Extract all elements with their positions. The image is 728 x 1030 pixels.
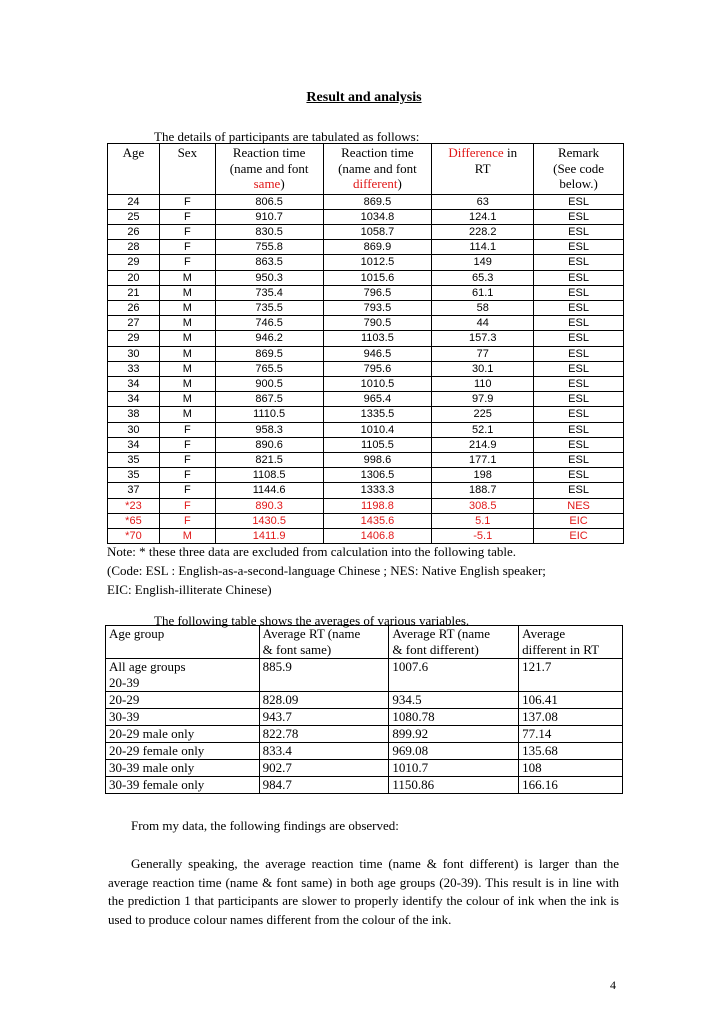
table-cell: 308.5 xyxy=(432,498,534,513)
table-cell: EIC xyxy=(534,513,624,528)
table-row xyxy=(106,743,623,760)
table-cell: 166.16 xyxy=(519,777,623,794)
table-row xyxy=(108,240,624,255)
table2-intro: The following table shows the averages of various variables. xyxy=(154,613,470,628)
table-cell: 796.5 xyxy=(323,285,432,300)
table-cell: 943.7 xyxy=(259,709,389,726)
table-cell: 1144.6 xyxy=(215,483,323,498)
table-cell: F xyxy=(159,513,215,528)
table-cell: M xyxy=(159,376,215,391)
table-cell: 149 xyxy=(432,255,534,270)
table-cell: 121.7 xyxy=(519,659,623,692)
table-cell: 29 xyxy=(108,255,160,270)
table-cell: 984.7 xyxy=(259,777,389,794)
table-cell: 746.5 xyxy=(215,316,323,331)
table-cell: 124.1 xyxy=(432,209,534,224)
table-cell: F xyxy=(159,194,215,209)
table-cell: 1034.8 xyxy=(323,209,432,224)
page-number: 4 xyxy=(610,978,616,992)
table-row xyxy=(106,726,623,743)
table-cell: 869.5 xyxy=(323,194,432,209)
table-cell: M xyxy=(159,331,215,346)
table-row xyxy=(106,692,623,709)
table-cell: ESL xyxy=(534,346,624,361)
table-cell: 946.5 xyxy=(323,346,432,361)
table-cell: 21 xyxy=(108,285,160,300)
table-cell: M xyxy=(159,270,215,285)
table-cell: F xyxy=(159,483,215,498)
table-row xyxy=(108,376,624,391)
table-cell: ESL xyxy=(534,240,624,255)
table-cell: 30.1 xyxy=(432,361,534,376)
table-cell: ESL xyxy=(534,255,624,270)
table-cell: ESL xyxy=(534,316,624,331)
table-cell: M xyxy=(159,528,215,543)
table-row xyxy=(108,316,624,331)
table-cell: *70 xyxy=(108,528,160,543)
participants-table xyxy=(107,143,624,544)
table-cell: 1406.8 xyxy=(323,528,432,543)
header-avg-rt-same: Average RT (name & font same) xyxy=(259,626,389,659)
table-cell: 214.9 xyxy=(432,437,534,452)
table-cell: F xyxy=(159,224,215,239)
table-cell: M xyxy=(159,300,215,315)
table-cell: 30-39 xyxy=(106,709,260,726)
table-row xyxy=(108,452,624,467)
header-avg-rt-different: Average RT (name & font different) xyxy=(389,626,519,659)
code-legend: (Code: ESL : English-as-a-second-language Chinese ; NES: Native English speaker; xyxy=(107,563,546,578)
excluded-row xyxy=(108,513,624,528)
table-row xyxy=(108,209,624,224)
table-cell: 958.3 xyxy=(215,422,323,437)
table-cell: 44 xyxy=(432,316,534,331)
table-cell: 899.92 xyxy=(389,726,519,743)
table-cell: ESL xyxy=(534,285,624,300)
table-cell: M xyxy=(159,285,215,300)
table-cell: 1010.5 xyxy=(323,376,432,391)
table-cell: 806.5 xyxy=(215,194,323,209)
table-cell: 28 xyxy=(108,240,160,255)
table-cell: 950.3 xyxy=(215,270,323,285)
table-row xyxy=(108,346,624,361)
table-cell: 34 xyxy=(108,437,160,452)
table-cell: ESL xyxy=(534,331,624,346)
table-cell: All age groups 20-39 xyxy=(106,659,260,692)
table-row xyxy=(108,407,624,422)
table-cell: 869.9 xyxy=(323,240,432,255)
table-cell: 106.41 xyxy=(519,692,623,709)
table-cell: -5.1 xyxy=(432,528,534,543)
table-cell: 1198.8 xyxy=(323,498,432,513)
table-cell: 1110.5 xyxy=(215,407,323,422)
table-cell: 33 xyxy=(108,361,160,376)
table-cell: 890.6 xyxy=(215,437,323,452)
table-row xyxy=(108,422,624,437)
table-cell: 833.4 xyxy=(259,743,389,760)
table-cell: 27 xyxy=(108,316,160,331)
table-cell: 998.6 xyxy=(323,452,432,467)
table-cell: 910.7 xyxy=(215,209,323,224)
table-cell: 1435.6 xyxy=(323,513,432,528)
table-cell: *23 xyxy=(108,498,160,513)
table-row xyxy=(106,709,623,726)
table-cell: 934.5 xyxy=(389,692,519,709)
table-cell: F xyxy=(159,209,215,224)
table-cell: 137.08 xyxy=(519,709,623,726)
participants-header-row xyxy=(108,144,624,195)
table-cell: F xyxy=(159,240,215,255)
table-cell: 863.5 xyxy=(215,255,323,270)
table-cell: 108 xyxy=(519,760,623,777)
table-cell: 35 xyxy=(108,468,160,483)
table-row xyxy=(108,194,624,209)
table-cell: 34 xyxy=(108,392,160,407)
table-cell: ESL xyxy=(534,483,624,498)
table-cell: 63 xyxy=(432,194,534,209)
table-cell: 1015.6 xyxy=(323,270,432,285)
table-cell: 30-39 female only xyxy=(106,777,260,794)
table-cell: 97.9 xyxy=(432,392,534,407)
table-cell: 37 xyxy=(108,483,160,498)
table-row xyxy=(108,437,624,452)
table-cell: ESL xyxy=(534,361,624,376)
table-cell: 1411.9 xyxy=(215,528,323,543)
page-title: Result and analysis xyxy=(306,90,422,105)
table-row xyxy=(108,255,624,270)
table-cell: ESL xyxy=(534,209,624,224)
table-cell: ESL xyxy=(534,270,624,285)
excluded-row xyxy=(108,528,624,543)
table1-intro: The details of participants are tabulated as follows: xyxy=(154,129,420,144)
table-row xyxy=(108,285,624,300)
table-cell: 1010.7 xyxy=(389,760,519,777)
table-row xyxy=(106,777,623,794)
table-cell: 1105.5 xyxy=(323,437,432,452)
table-cell: ESL xyxy=(534,300,624,315)
table-cell: 38 xyxy=(108,407,160,422)
table-cell: 867.5 xyxy=(215,392,323,407)
table-cell: 65.3 xyxy=(432,270,534,285)
table-row xyxy=(108,361,624,376)
table-row xyxy=(108,331,624,346)
table-cell: 30-39 male only xyxy=(106,760,260,777)
table-cell: M xyxy=(159,392,215,407)
table-cell: 1150.86 xyxy=(389,777,519,794)
table-cell: 30 xyxy=(108,346,160,361)
table-cell: 969.08 xyxy=(389,743,519,760)
table-cell: 735.5 xyxy=(215,300,323,315)
table-cell: 26 xyxy=(108,300,160,315)
table-cell: 20-29 xyxy=(106,692,260,709)
table-row xyxy=(108,483,624,498)
table-cell: 52.1 xyxy=(432,422,534,437)
table-cell: 1007.6 xyxy=(389,659,519,692)
table-cell: 177.1 xyxy=(432,452,534,467)
table-cell: 25 xyxy=(108,209,160,224)
header-sex: Sex xyxy=(159,144,215,195)
table-cell: 822.78 xyxy=(259,726,389,743)
findings-paragraph: Generally speaking, the average reaction time (name & font different) is larger than the average reaction time (name & font same) in both age groups (20-39). This result is in line with the prediction 1 that participants are slower to properly identify the colour of ink when the ink is used to produce colour names different from the colour of the ink. xyxy=(108,856,619,927)
table-cell: ESL xyxy=(534,392,624,407)
table-cell: 35 xyxy=(108,452,160,467)
table-cell: ESL xyxy=(534,468,624,483)
table-cell: 1306.5 xyxy=(323,468,432,483)
table-row xyxy=(108,270,624,285)
table-cell: 902.7 xyxy=(259,760,389,777)
table-cell: 24 xyxy=(108,194,160,209)
table-cell: M xyxy=(159,346,215,361)
header-remark: Remark (See code below.) xyxy=(534,144,624,195)
table-cell: ESL xyxy=(534,224,624,239)
table-cell: 135.68 xyxy=(519,743,623,760)
table-cell: 20 xyxy=(108,270,160,285)
table-cell: 735.4 xyxy=(215,285,323,300)
table-cell: F xyxy=(159,422,215,437)
header-rt-different: Reaction time (name and font different) xyxy=(323,144,432,195)
table-cell: ESL xyxy=(534,194,624,209)
table-cell: 110 xyxy=(432,376,534,391)
averages-table xyxy=(105,625,623,794)
table-cell: 828.09 xyxy=(259,692,389,709)
table-cell: 77.14 xyxy=(519,726,623,743)
header-difference: Difference in RT xyxy=(432,144,534,195)
table-cell: 821.5 xyxy=(215,452,323,467)
table-cell: 1080.78 xyxy=(389,709,519,726)
table-cell: F xyxy=(159,255,215,270)
table1-note: Note: * these three data are excluded from calculation into the following table. xyxy=(107,544,516,559)
table-cell: 765.5 xyxy=(215,361,323,376)
table-cell: 114.1 xyxy=(432,240,534,255)
table-cell: 20-29 female only xyxy=(106,743,260,760)
averages-row-all xyxy=(106,659,623,692)
code-legend-cont: EIC: English-illiterate Chinese) xyxy=(107,582,272,597)
table-cell: 965.4 xyxy=(323,392,432,407)
table-cell: ESL xyxy=(534,407,624,422)
table-cell: NES xyxy=(534,498,624,513)
table-cell: 869.5 xyxy=(215,346,323,361)
table-cell: 29 xyxy=(108,331,160,346)
table-cell: F xyxy=(159,498,215,513)
table-cell: 77 xyxy=(432,346,534,361)
table-cell: 1333.3 xyxy=(323,483,432,498)
table-cell: 225 xyxy=(432,407,534,422)
table-cell: 1335.5 xyxy=(323,407,432,422)
table-cell: 1103.5 xyxy=(323,331,432,346)
table-cell: ESL xyxy=(534,437,624,452)
table-row xyxy=(108,468,624,483)
table-cell: M xyxy=(159,361,215,376)
table-cell: 1108.5 xyxy=(215,468,323,483)
table-cell: ESL xyxy=(534,422,624,437)
table-cell: 946.2 xyxy=(215,331,323,346)
header-rt-same: Reaction time (name and font same) xyxy=(215,144,323,195)
table-cell: 188.7 xyxy=(432,483,534,498)
table-cell: 790.5 xyxy=(323,316,432,331)
table-cell: 1012.5 xyxy=(323,255,432,270)
table-cell: 885.9 xyxy=(259,659,389,692)
header-avg-diff: Average different in RT xyxy=(519,626,623,659)
table-cell: 228.2 xyxy=(432,224,534,239)
table-cell: 58 xyxy=(432,300,534,315)
table-cell: 30 xyxy=(108,422,160,437)
table-cell: 1010.4 xyxy=(323,422,432,437)
table-cell: 34 xyxy=(108,376,160,391)
header-age-group: Age group xyxy=(106,626,260,659)
table-cell: F xyxy=(159,437,215,452)
findings-intro: From my data, the following findings are observed: xyxy=(131,818,399,833)
header-age: Age xyxy=(108,144,160,195)
table-cell: 157.3 xyxy=(432,331,534,346)
table-row xyxy=(108,392,624,407)
table-cell: 5.1 xyxy=(432,513,534,528)
table-cell: 61.1 xyxy=(432,285,534,300)
table-cell: M xyxy=(159,407,215,422)
table-cell: ESL xyxy=(534,452,624,467)
table-cell: *65 xyxy=(108,513,160,528)
table-cell: M xyxy=(159,316,215,331)
table-cell: 26 xyxy=(108,224,160,239)
table-cell: ESL xyxy=(534,376,624,391)
table-row xyxy=(108,224,624,239)
table-cell: 20-29 male only xyxy=(106,726,260,743)
table-row xyxy=(106,760,623,777)
averages-header-row xyxy=(106,626,623,659)
table-cell: 1430.5 xyxy=(215,513,323,528)
table-cell: F xyxy=(159,452,215,467)
table-cell: 793.5 xyxy=(323,300,432,315)
table-cell: 830.5 xyxy=(215,224,323,239)
table-cell: F xyxy=(159,468,215,483)
table-cell: 890.3 xyxy=(215,498,323,513)
table-cell: 795.6 xyxy=(323,361,432,376)
table-cell: 755.8 xyxy=(215,240,323,255)
table-cell: EIC xyxy=(534,528,624,543)
table-row xyxy=(108,300,624,315)
table-cell: 900.5 xyxy=(215,376,323,391)
table-cell: 1058.7 xyxy=(323,224,432,239)
table-cell: 198 xyxy=(432,468,534,483)
excluded-row xyxy=(108,498,624,513)
